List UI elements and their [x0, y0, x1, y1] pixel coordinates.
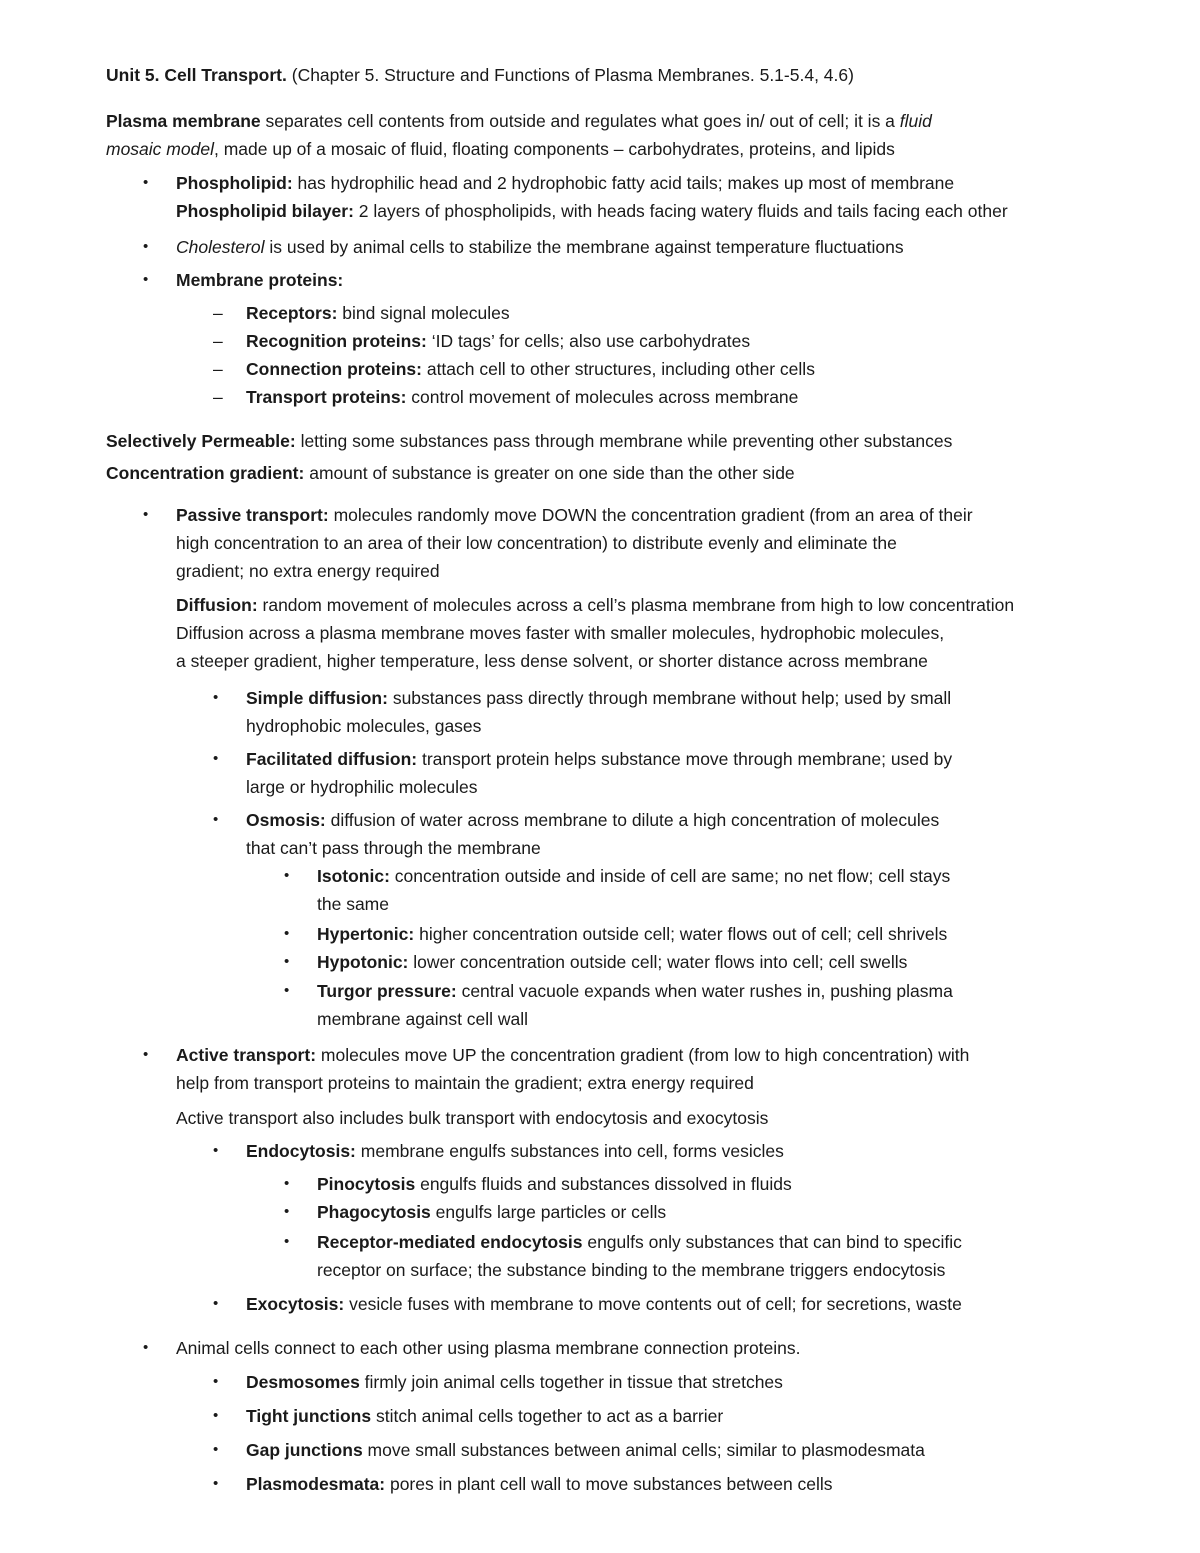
protein-item [246, 358, 815, 380]
junction-item [246, 1473, 833, 1495]
active-line-2: help from transport proteins to maintain the gradient; extra energy required [176, 1073, 754, 1093]
bullet: • [213, 811, 219, 828]
term-plasma-membrane: Plasma membrane [106, 111, 261, 131]
bullet: • [284, 953, 290, 970]
bullet: • [284, 1233, 290, 1250]
term: Desmosomes [246, 1372, 360, 1392]
isotonic-line-2: the same [317, 894, 389, 914]
bullet: • [143, 174, 149, 191]
intro-text: , made up of a mosaic of fluid, floating components – carbohydrates, proteins, and lipids [213, 139, 895, 159]
bullet: • [284, 982, 290, 999]
definition: attach cell to other structures, including other cells [421, 359, 815, 379]
term: Isotonic: [317, 866, 390, 886]
bullet: • [213, 750, 219, 767]
dash: – [213, 359, 223, 379]
simple-diffusion-line-2: hydrophobic molecules, gases [246, 716, 482, 736]
term: Gap junctions [246, 1440, 363, 1460]
definition: 2 layers of phospholipids, with heads facing watery fluids and tails facing each other [353, 201, 1008, 221]
term: Connection proteins: [246, 359, 422, 379]
definition: pores in plant cell wall to move substances between cells [385, 1474, 833, 1494]
term: Receptors: [246, 303, 338, 323]
term: Phagocytosis [317, 1202, 431, 1222]
bullet: • [284, 1175, 290, 1192]
selectively-permeable [106, 430, 952, 452]
passive-line-3: gradient; no extra energy required [176, 561, 440, 581]
bullet: • [213, 689, 219, 706]
term: Transport proteins: [246, 387, 407, 407]
osmosis-line-2: that can’t pass through the membrane [246, 838, 541, 858]
bullet: • [143, 506, 149, 523]
term: Selectively Permeable: [106, 431, 296, 451]
bullet: • [284, 1203, 290, 1220]
definition: ‘ID tags’ for cells; also use carbohydrates [426, 331, 751, 351]
dash: – [213, 303, 223, 323]
definition: lower concentration outside cell; water flows into cell; cell swells [408, 952, 908, 972]
exocytosis-item [246, 1293, 962, 1315]
intro-emphasis: fluid [899, 111, 932, 131]
phospholipid-item [176, 172, 954, 194]
definition: engulfs only substances that can bind to specific [582, 1232, 962, 1252]
term: Turgor pressure: [317, 981, 457, 1001]
term: Membrane proteins: [176, 270, 344, 290]
dash: – [213, 331, 223, 351]
receptor-mediated-line-2: receptor on surface; the substance binding to the membrane triggers endocytosis [317, 1260, 946, 1280]
passive-line-1 [176, 504, 973, 526]
definition: has hydrophilic head and 2 hydrophobic fatty acid tails; makes up most of membrane [292, 173, 955, 193]
bullet: • [213, 1407, 219, 1424]
definition: membrane engulfs substances into cell, forms vesicles [355, 1141, 784, 1161]
definition: concentration outside and inside of cell are same; no net flow; cell stays [389, 866, 951, 886]
turgor-line-2: membrane against cell wall [317, 1009, 529, 1029]
bullet: • [143, 271, 149, 288]
isotonic-line-1 [317, 865, 950, 887]
diffusion-line-1 [176, 594, 1014, 616]
junction-item [246, 1405, 723, 1427]
bullet: • [213, 1295, 219, 1312]
definition: letting some substances pass through membrane while preventing other substances [295, 431, 953, 451]
hypotonic-item [317, 951, 907, 973]
term: Endocytosis: [246, 1141, 356, 1161]
definition: molecules randomly move DOWN the concentration gradient (from an area of their [328, 505, 973, 525]
definition: engulfs fluids and substances dissolved in fluids [415, 1174, 792, 1194]
term: Diffusion: [176, 595, 258, 615]
definition: transport protein helps substance move through membrane; used by [417, 749, 953, 769]
term: Osmosis: [246, 810, 326, 830]
protein-item [246, 330, 750, 352]
definition: engulfs large particles or cells [430, 1202, 667, 1222]
title-rest: (Chapter 5. Structure and Functions of Plasma Membranes. 5.1-5.4, 4.6) [286, 65, 854, 85]
term: Simple diffusion: [246, 688, 388, 708]
bullet: • [284, 925, 290, 942]
definition: control movement of molecules across membrane [406, 387, 799, 407]
definition: move small substances between animal cells; similar to plasmodesmata [362, 1440, 925, 1460]
term: Hypotonic: [317, 952, 409, 972]
pinocytosis-item [317, 1173, 792, 1195]
definition: molecules move UP the concentration gradient (from low to high concentration) with [316, 1045, 970, 1065]
animal-cells-item: Animal cells connect to each other using plasma membrane connection proteins. [176, 1338, 801, 1358]
membrane-proteins-heading [176, 269, 343, 291]
turgor-line-1 [317, 980, 953, 1002]
intro-line-1 [106, 110, 932, 132]
dash: – [213, 387, 223, 407]
bullet: • [213, 1475, 219, 1492]
definition: bind signal molecules [337, 303, 510, 323]
page-title [106, 64, 854, 86]
bullet: • [213, 1441, 219, 1458]
title-bold: Unit 5. Cell Transport. [106, 65, 287, 85]
simple-diffusion-line-1 [246, 687, 951, 709]
term: Concentration gradient: [106, 463, 305, 483]
bullet: • [143, 238, 149, 255]
bullet: • [284, 867, 290, 884]
active-line-1 [176, 1044, 969, 1066]
definition: higher concentration outside cell; water flows out of cell; cell shrivels [414, 924, 948, 944]
definition: substances pass directly through membrane without help; used by small [387, 688, 952, 708]
definition: central vacuole expands when water rushes in, pushing plasma [456, 981, 953, 1001]
facilitated-diffusion-line-2: large or hydrophilic molecules [246, 777, 478, 797]
definition: firmly join animal cells together in tissue that stretches [359, 1372, 783, 1392]
bilayer-item [176, 200, 1008, 222]
term: Phospholipid bilayer: [176, 201, 354, 221]
definition: is used by animal cells to stabilize the membrane against temperature fluctuations [264, 237, 904, 257]
term: Pinocytosis [317, 1174, 416, 1194]
diffusion-line-3: a steeper gradient, higher temperature, less dense solvent, or shorter distance across membrane [176, 651, 928, 671]
cholesterol-item [176, 236, 904, 258]
protein-item [246, 386, 798, 408]
definition: amount of substance is greater on one side than the other side [304, 463, 795, 483]
receptor-mediated-line-1 [317, 1231, 962, 1253]
definition: random movement of molecules across a cell’s plasma membrane from high to low concentration [257, 595, 1015, 615]
active-line-3: Active transport also includes bulk transport with endocytosis and exocytosis [176, 1108, 769, 1128]
term: Cholesterol [176, 237, 265, 257]
term: Active transport: [176, 1045, 317, 1065]
bullet: • [213, 1142, 219, 1159]
junction-item [246, 1439, 925, 1461]
definition: diffusion of water across membrane to dilute a high concentration of molecules [325, 810, 940, 830]
diffusion-line-2: Diffusion across a plasma membrane moves faster with smaller molecules, hydrophobic molecules, [176, 623, 945, 643]
intro-line-2 [106, 138, 895, 160]
hypertonic-item [317, 923, 947, 945]
term: Recognition proteins: [246, 331, 427, 351]
definition: stitch animal cells together to act as a barrier [371, 1406, 724, 1426]
term: Receptor-mediated endocytosis [317, 1232, 583, 1252]
bullet: • [213, 1373, 219, 1390]
passive-line-2: high concentration to an area of their low concentration) to distribute evenly and eliminate the [176, 533, 897, 553]
term: Phospholipid: [176, 173, 293, 193]
phagocytosis-item [317, 1201, 666, 1223]
bullet: • [143, 1046, 149, 1063]
term: Hypertonic: [317, 924, 415, 944]
intro-emphasis: mosaic model [106, 139, 214, 159]
osmosis-line-1 [246, 809, 939, 831]
term: Facilitated diffusion: [246, 749, 418, 769]
intro-text: separates cell contents from outside and regulates what goes in/ out of cell; it is a [260, 111, 900, 131]
endocytosis-item [246, 1140, 784, 1162]
protein-item [246, 302, 510, 324]
definition: vesicle fuses with membrane to move contents out of cell; for secretions, waste [344, 1294, 962, 1314]
term: Passive transport: [176, 505, 329, 525]
bullet: • [143, 1339, 149, 1356]
facilitated-diffusion-line-1 [246, 748, 952, 770]
junction-item [246, 1371, 783, 1393]
term: Tight junctions [246, 1406, 372, 1426]
term: Plasmodesmata: [246, 1474, 386, 1494]
concentration-gradient [106, 462, 795, 484]
term: Exocytosis: [246, 1294, 345, 1314]
